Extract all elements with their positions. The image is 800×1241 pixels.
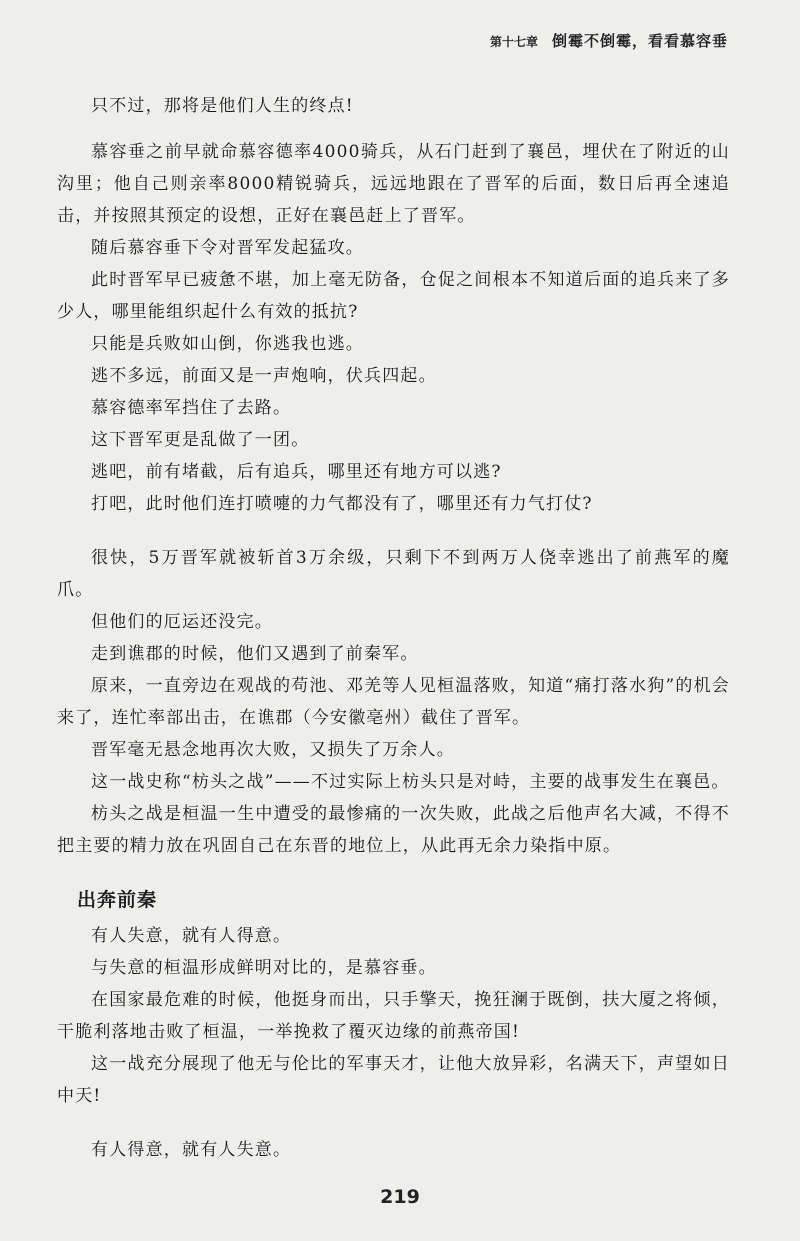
chapter-label: 第十七章 [489, 35, 538, 49]
paragraph: 这一战充分展现了他无与伦比的军事天才，让他大放异彩，名满天下，声望如日中天! [57, 1054, 730, 1106]
paragraph: 晋军毫无悬念地再次大败，又损失了万余人。 [91, 740, 455, 760]
paragraph: 随后慕容垂下令对晋军发起猛攻。 [91, 238, 364, 258]
paragraph: 与失意的桓温形成鲜明对比的，是慕容垂。 [91, 958, 437, 978]
paragraph: 原来，一直旁边在观战的苟池、邓羌等人见桓温落败，知道“痛打落水狗”的机会来了，连忙率部出击，在谯郡（今安徽亳州）截住了晋军。 [57, 676, 730, 728]
paragraph: 慕容垂之前早就命慕容德率4000骑兵，从石门赶到了襄邑，埋伏在了附近的山沟里；他自己则亲率8000精锐骑兵，远远地跟在了晋军的后面，数日后再全速追击，并按照其预定的设想，正好在襄邑赶上了晋军。 [57, 142, 730, 226]
page-body [57, 90, 730, 1166]
chapter-title: 倒霉不倒霉，看看慕容垂 [551, 32, 728, 50]
paragraph: 这一战史称“枋头之战”——不过实际上枋头只是对峙，主要的战事发生在襄邑。 [91, 772, 730, 792]
text-block-3 [57, 920, 730, 1112]
paragraph: 走到谯郡的时候，他们又遇到了前秦军。 [91, 644, 419, 664]
paragraph: 此时晋军早已疲惫不堪，加上毫无防备，仓促之间根本不知道后面的追兵来了多少人，哪里能组织起什么有效的抵抗? [57, 270, 730, 322]
paragraph: 枋头之战是桓温一生中遭受的最惨痛的一次失败，此战之后他声名大减，不得不把主要的精力放在巩固自己在东晋的地位上，从此再无余力染指中原。 [57, 804, 730, 856]
text-block-4 [57, 1134, 730, 1166]
section-heading: 出奔前秦 [77, 889, 158, 911]
running-header [490, 30, 728, 51]
text-block-1 [57, 90, 730, 520]
paragraph: 只能是兵败如山倒，你逃我也逃。 [91, 334, 364, 354]
paragraph: 有人失意，就有人得意。 [91, 926, 292, 946]
paragraph: 逃不多远，前面又是一声炮响，伏兵四起。 [91, 366, 437, 386]
paragraph: 慕容德率军挡住了去路。 [91, 398, 292, 418]
paragraph: 打吧，此时他们连打喷嚏的力气都没有了，哪里还有力气打仗? [91, 494, 593, 514]
paragraph: 这下晋军更是乱做了一团。 [91, 430, 310, 450]
page-number: 219 [380, 1186, 420, 1208]
paragraph: 有人得意，就有人失意。 [91, 1140, 292, 1160]
paragraph: 很快，5万晋军就被斩首3万余级，只剩下不到两万人侥幸逃出了前燕军的魔爪。 [57, 548, 730, 600]
paragraph: 只不过，那将是他们人生的终点! [91, 96, 354, 116]
paragraph: 逃吧，前有堵截，后有追兵，哪里还有地方可以逃? [91, 462, 502, 482]
text-block-2 [57, 542, 730, 862]
paragraph: 在国家最危难的时候，他挺身而出，只手擎天，挽狂澜于既倒，扶大厦之将倾，干脆利落地击败了桓温，一举挽救了覆灭边缘的前燕帝国! [57, 990, 730, 1042]
paragraph: 但他们的厄运还没完。 [91, 612, 273, 632]
